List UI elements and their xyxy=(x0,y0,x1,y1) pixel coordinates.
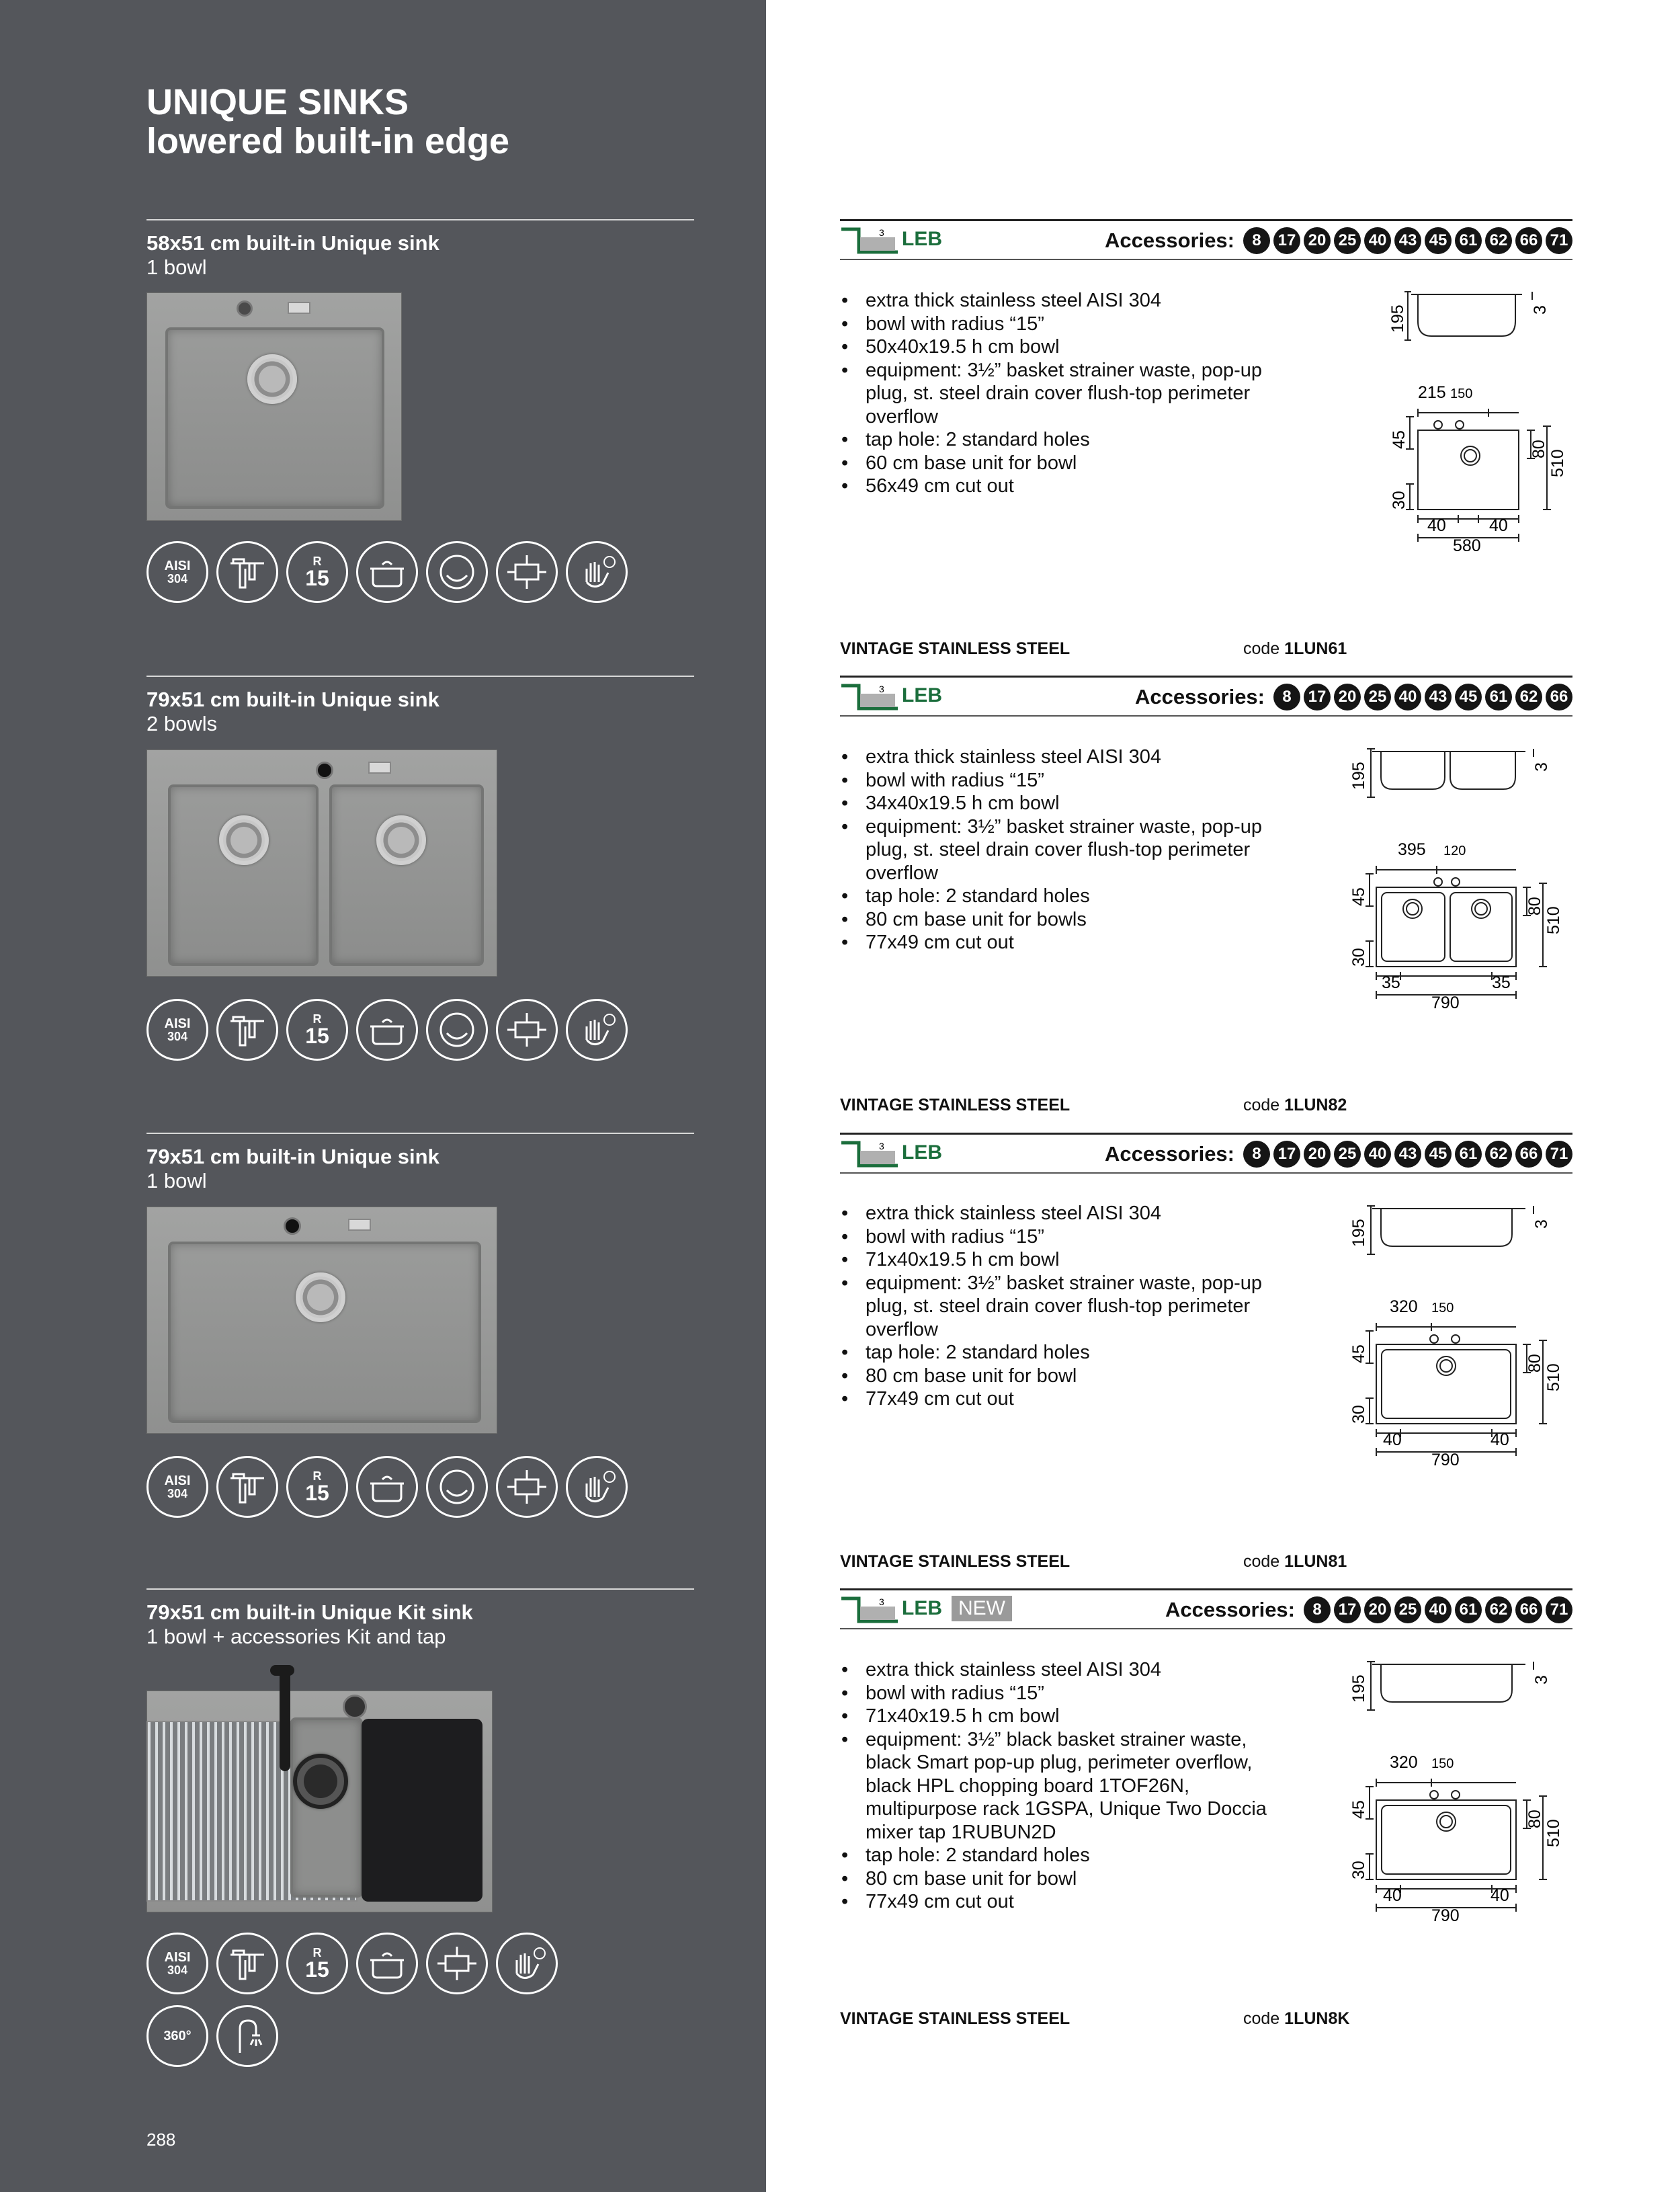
accessory-badge: 20 xyxy=(1364,1596,1391,1623)
svg-text:510: 510 xyxy=(1544,1363,1563,1391)
accessory-badge: 66 xyxy=(1515,1596,1542,1623)
thickness-caliper-icon xyxy=(216,1933,278,1994)
accessory-badge: 40 xyxy=(1425,1596,1452,1623)
overflow-icon xyxy=(426,1456,488,1518)
accessory-badge: 71 xyxy=(1546,1141,1572,1168)
radius-15-icon: R 15 xyxy=(286,1456,348,1518)
accessory-badge: 20 xyxy=(1304,227,1331,254)
accessory-badge: 61 xyxy=(1455,227,1482,254)
accessories: Accessories: 8 17 20 25 40 43 45 61 62 66 71 xyxy=(1105,227,1572,254)
svg-text:320: 320 xyxy=(1390,1753,1418,1772)
svg-text:30: 30 xyxy=(1390,491,1409,510)
accessory-badge: 40 xyxy=(1364,1141,1391,1168)
product-2-drawing xyxy=(1331,739,1572,1022)
svg-text:30: 30 xyxy=(1349,1405,1368,1424)
product-code: code 1LUN81 xyxy=(1243,1552,1347,1571)
leb-icon xyxy=(840,1593,899,1625)
svg-text:45: 45 xyxy=(1349,1800,1368,1819)
feature-item: • extra thick stainless steel AISI 304 xyxy=(840,1202,1270,1225)
feature-item: • bowl with radius “15” xyxy=(840,1225,1270,1249)
overflow-icon xyxy=(426,541,488,603)
feature-item: • 77x49 cm cut out xyxy=(840,1387,1270,1411)
thickness-caliper-icon xyxy=(216,541,278,603)
product-1-features xyxy=(840,289,1270,498)
product-4-features xyxy=(840,1658,1270,1914)
accessory-badge: 43 xyxy=(1425,684,1452,711)
accessory-badge: 62 xyxy=(1485,1596,1512,1623)
accessories: Accessories: 8 17 20 25 40 61 62 66 71 xyxy=(1165,1596,1572,1623)
product-3-header xyxy=(840,1133,1572,1174)
accessory-badge: 8 xyxy=(1243,227,1270,254)
product-1-heading xyxy=(146,219,694,280)
feature-item: • 77x49 cm cut out xyxy=(840,931,1270,955)
overflow-icon xyxy=(426,999,488,1061)
svg-text:80: 80 xyxy=(1529,440,1548,458)
accessory-badge: 62 xyxy=(1515,684,1542,711)
flush-mount-icon xyxy=(496,999,558,1061)
svg-text:40: 40 xyxy=(1489,516,1508,535)
aisi-304-icon: AISI 304 xyxy=(146,999,208,1061)
accessory-badge: 8 xyxy=(1273,684,1300,711)
svg-text:3: 3 xyxy=(1532,762,1551,772)
product-2-heading xyxy=(146,676,694,736)
accessory-badge: 8 xyxy=(1304,1596,1331,1623)
leb-label: LEB xyxy=(902,1141,942,1164)
feature-item: • 71x40x19.5 h cm bowl xyxy=(840,1248,1270,1272)
svg-text:395: 395 xyxy=(1398,840,1426,859)
product-title: 79x51 cm built-in Unique sink xyxy=(146,688,439,711)
accessory-badge: 17 xyxy=(1334,1596,1361,1623)
feature-item: • 77x49 cm cut out xyxy=(840,1890,1270,1914)
product-4-photo xyxy=(146,1691,493,1912)
aisi-304-icon: AISI 304 xyxy=(146,1933,208,1994)
product-4-heading xyxy=(146,1588,694,1649)
svg-text:45: 45 xyxy=(1349,887,1368,906)
product-subtitle: 2 bowls xyxy=(146,712,218,735)
svg-text:215: 215 xyxy=(1418,383,1446,402)
accessory-badge: 43 xyxy=(1394,1141,1421,1168)
product-1-header xyxy=(840,219,1572,260)
accessories: Accessories: 8 17 20 25 40 43 45 61 62 66 71 xyxy=(1105,1141,1572,1168)
feature-item: • extra thick stainless steel AISI 304 xyxy=(840,745,1270,769)
product-title: 58x51 cm built-in Unique sink xyxy=(146,231,439,255)
svg-text:40: 40 xyxy=(1490,1886,1509,1905)
svg-text:120: 120 xyxy=(1443,844,1466,858)
svg-text:150: 150 xyxy=(1450,387,1473,401)
accessory-badge: 45 xyxy=(1425,1141,1452,1168)
svg-text:30: 30 xyxy=(1349,1861,1368,1879)
finish-label: VINTAGE STAINLESS STEEL xyxy=(840,2009,1070,2028)
feature-item: • bowl with radius “15” xyxy=(840,1682,1270,1705)
leb-icon xyxy=(840,1137,899,1170)
svg-text:35: 35 xyxy=(1382,973,1400,992)
svg-text:790: 790 xyxy=(1431,1451,1460,1469)
svg-text:510: 510 xyxy=(1544,1819,1563,1847)
accessory-badge: 66 xyxy=(1546,684,1572,711)
product-subtitle: 1 bowl xyxy=(146,1169,207,1192)
accessory-badge: 43 xyxy=(1394,227,1421,254)
rotation-360-icon: 360° xyxy=(146,2005,208,2067)
feature-item: • extra thick stainless steel AISI 304 xyxy=(840,1658,1270,1682)
product-2-header xyxy=(840,676,1572,717)
svg-text:320: 320 xyxy=(1390,1297,1418,1316)
leb-icon xyxy=(840,680,899,713)
accessory-badge: 17 xyxy=(1273,227,1300,254)
pot-icon xyxy=(356,1933,418,1994)
pot-icon xyxy=(356,1456,418,1518)
accessory-badge: 40 xyxy=(1394,684,1421,711)
flush-mount-icon xyxy=(496,1456,558,1518)
finish-label: VINTAGE STAINLESS STEEL xyxy=(840,639,1070,658)
leb-label: LEB xyxy=(902,1597,942,1619)
leb-label: LEB xyxy=(902,228,942,250)
svg-text:3: 3 xyxy=(879,1596,884,1607)
feature-item: • 56x49 cm cut out xyxy=(840,475,1270,498)
feature-item: • equipment: 3½” black basket strainer waste, black Smart pop-up plug, perimeter overflow, black HPL chopping board 1TOF26N, multipurpose rack 1GSPA, Unique Two Doccia mixer tap 1RUBUN2D xyxy=(840,1728,1270,1844)
accessory-badge: 8 xyxy=(1243,1141,1270,1168)
product-4-drawing xyxy=(1331,1652,1572,1935)
accessory-badge: 20 xyxy=(1304,1141,1331,1168)
svg-text:3: 3 xyxy=(879,227,884,238)
feature-item: • bowl with radius “15” xyxy=(840,313,1270,336)
feature-item: • 50x40x19.5 h cm bowl xyxy=(840,335,1270,359)
svg-text:40: 40 xyxy=(1383,1886,1402,1905)
accessory-badge: 62 xyxy=(1485,227,1512,254)
feature-item: • tap hole: 2 standard holes xyxy=(840,1341,1270,1365)
svg-text:3: 3 xyxy=(879,684,884,694)
feature-item: • tap hole: 2 standard holes xyxy=(840,885,1270,908)
feature-item: • tap hole: 2 standard holes xyxy=(840,1844,1270,1867)
feature-item: • equipment: 3½” basket strainer waste, pop-up plug, st. steel drain cover flush-top perimeter overflow xyxy=(840,359,1270,429)
svg-text:3: 3 xyxy=(879,1141,884,1151)
svg-text:510: 510 xyxy=(1548,449,1567,477)
product-code: code 1LUN8K xyxy=(1243,2009,1350,2028)
product-4-icons-row2 xyxy=(146,2005,278,2067)
easy-clean-icon xyxy=(566,541,628,603)
product-3-drawing xyxy=(1331,1196,1572,1479)
svg-text:40: 40 xyxy=(1427,516,1446,535)
product-subtitle: 1 bowl xyxy=(146,255,207,279)
product-code: code 1LUN61 xyxy=(1243,639,1347,658)
pot-icon xyxy=(356,541,418,603)
radius-15-icon: R 15 xyxy=(286,541,348,603)
page-subtitle: lowered built-in edge xyxy=(146,121,510,161)
flush-mount-icon xyxy=(496,541,558,603)
accessory-badge: 66 xyxy=(1515,227,1542,254)
svg-text:80: 80 xyxy=(1525,1354,1544,1373)
svg-text:195: 195 xyxy=(1388,305,1407,333)
feature-item: • extra thick stainless steel AISI 304 xyxy=(840,289,1270,313)
accessory-badge: 25 xyxy=(1334,227,1361,254)
svg-text:35: 35 xyxy=(1492,973,1511,992)
thickness-caliper-icon xyxy=(216,1456,278,1518)
feature-item: • 80 cm base unit for bowl xyxy=(840,1365,1270,1388)
accessory-badge: 71 xyxy=(1546,227,1572,254)
accessory-badge: 61 xyxy=(1455,1141,1482,1168)
svg-text:510: 510 xyxy=(1544,906,1563,934)
feature-item: • bowl with radius “15” xyxy=(840,769,1270,793)
new-badge: NEW xyxy=(952,1596,1012,1621)
feature-item: • 60 cm base unit for bowl xyxy=(840,452,1270,475)
product-4-icons xyxy=(146,1933,558,1994)
easy-clean-icon xyxy=(496,1933,558,1994)
feature-item: • tap hole: 2 standard holes xyxy=(840,428,1270,452)
feature-item: • 80 cm base unit for bowls xyxy=(840,908,1270,932)
product-4-header xyxy=(840,1588,1572,1629)
feature-item: • equipment: 3½” basket strainer waste, pop-up plug, st. steel drain cover flush-top perimeter overflow xyxy=(840,1272,1270,1342)
svg-text:45: 45 xyxy=(1390,430,1409,449)
product-3-photo xyxy=(146,1207,497,1434)
svg-text:80: 80 xyxy=(1525,897,1544,916)
feature-item: • 34x40x19.5 h cm bowl xyxy=(840,792,1270,815)
radius-15-icon: R 15 xyxy=(286,999,348,1061)
svg-text:80: 80 xyxy=(1525,1810,1544,1828)
pot-icon xyxy=(356,999,418,1061)
accessory-badge: 45 xyxy=(1425,227,1452,254)
easy-clean-icon xyxy=(566,999,628,1061)
accessory-badge: 25 xyxy=(1364,684,1391,711)
svg-text:40: 40 xyxy=(1490,1430,1509,1449)
accessory-badge: 61 xyxy=(1485,684,1512,711)
accessory-badge: 17 xyxy=(1273,1141,1300,1168)
accessory-badge: 40 xyxy=(1364,227,1391,254)
svg-text:195: 195 xyxy=(1349,762,1368,790)
accessories: Accessories: 8 17 20 25 40 43 45 61 62 66 xyxy=(1135,684,1572,711)
svg-text:150: 150 xyxy=(1431,1756,1454,1771)
svg-text:790: 790 xyxy=(1431,1906,1460,1925)
product-1-drawing xyxy=(1371,282,1572,565)
page-number: 288 xyxy=(146,2129,176,2150)
svg-text:195: 195 xyxy=(1349,1219,1368,1247)
svg-text:3: 3 xyxy=(1531,305,1550,315)
product-3-heading xyxy=(146,1133,694,1193)
svg-text:45: 45 xyxy=(1349,1344,1368,1363)
accessory-badge: 61 xyxy=(1455,1596,1482,1623)
svg-text:580: 580 xyxy=(1453,536,1481,555)
aisi-304-icon: AISI 304 xyxy=(146,1456,208,1518)
product-title: 79x51 cm built-in Unique sink xyxy=(146,1145,439,1168)
aisi-304-icon: AISI 304 xyxy=(146,541,208,603)
svg-text:790: 790 xyxy=(1431,993,1460,1012)
accessory-badge: 62 xyxy=(1485,1141,1512,1168)
accessory-badge: 71 xyxy=(1546,1596,1572,1623)
svg-text:30: 30 xyxy=(1349,948,1368,967)
product-2-photo xyxy=(146,749,497,977)
product-2-features xyxy=(840,745,1270,955)
svg-text:40: 40 xyxy=(1383,1430,1402,1449)
leb-icon xyxy=(840,224,899,256)
product-2-icons xyxy=(146,999,628,1061)
pull-out-spray-icon xyxy=(216,2005,278,2067)
page-title: UNIQUE SINKS xyxy=(146,82,409,122)
accessory-badge: 20 xyxy=(1334,684,1361,711)
finish-label: VINTAGE STAINLESS STEEL xyxy=(840,1096,1070,1114)
leb-label: LEB xyxy=(902,684,942,706)
thickness-caliper-icon xyxy=(216,999,278,1061)
product-1-icons xyxy=(146,541,628,603)
accessory-badge: 66 xyxy=(1515,1141,1542,1168)
product-subtitle: 1 bowl + accessories Kit and tap xyxy=(146,1625,446,1648)
feature-item: • equipment: 3½” basket strainer waste, pop-up plug, st. steel drain cover flush-top perimeter overflow xyxy=(840,815,1270,885)
product-code: code 1LUN82 xyxy=(1243,1096,1347,1114)
product-title: 79x51 cm built-in Unique Kit sink xyxy=(146,1600,473,1624)
easy-clean-icon xyxy=(566,1456,628,1518)
svg-text:150: 150 xyxy=(1431,1301,1454,1315)
product-1-photo xyxy=(146,292,402,521)
accessory-badge: 17 xyxy=(1304,684,1331,711)
feature-item: • 80 cm base unit for bowl xyxy=(840,1867,1270,1891)
feature-item: • 71x40x19.5 h cm bowl xyxy=(840,1705,1270,1728)
accessory-badge: 45 xyxy=(1455,684,1482,711)
svg-text:195: 195 xyxy=(1349,1674,1368,1703)
product-3-features xyxy=(840,1202,1270,1411)
svg-text:3: 3 xyxy=(1532,1675,1551,1684)
svg-text:3: 3 xyxy=(1532,1219,1551,1229)
product-3-icons xyxy=(146,1456,628,1518)
accessory-badge: 25 xyxy=(1394,1596,1421,1623)
radius-15-icon: R 15 xyxy=(286,1933,348,1994)
finish-label: VINTAGE STAINLESS STEEL xyxy=(840,1552,1070,1571)
flush-mount-icon xyxy=(426,1933,488,1994)
accessory-badge: 25 xyxy=(1334,1141,1361,1168)
